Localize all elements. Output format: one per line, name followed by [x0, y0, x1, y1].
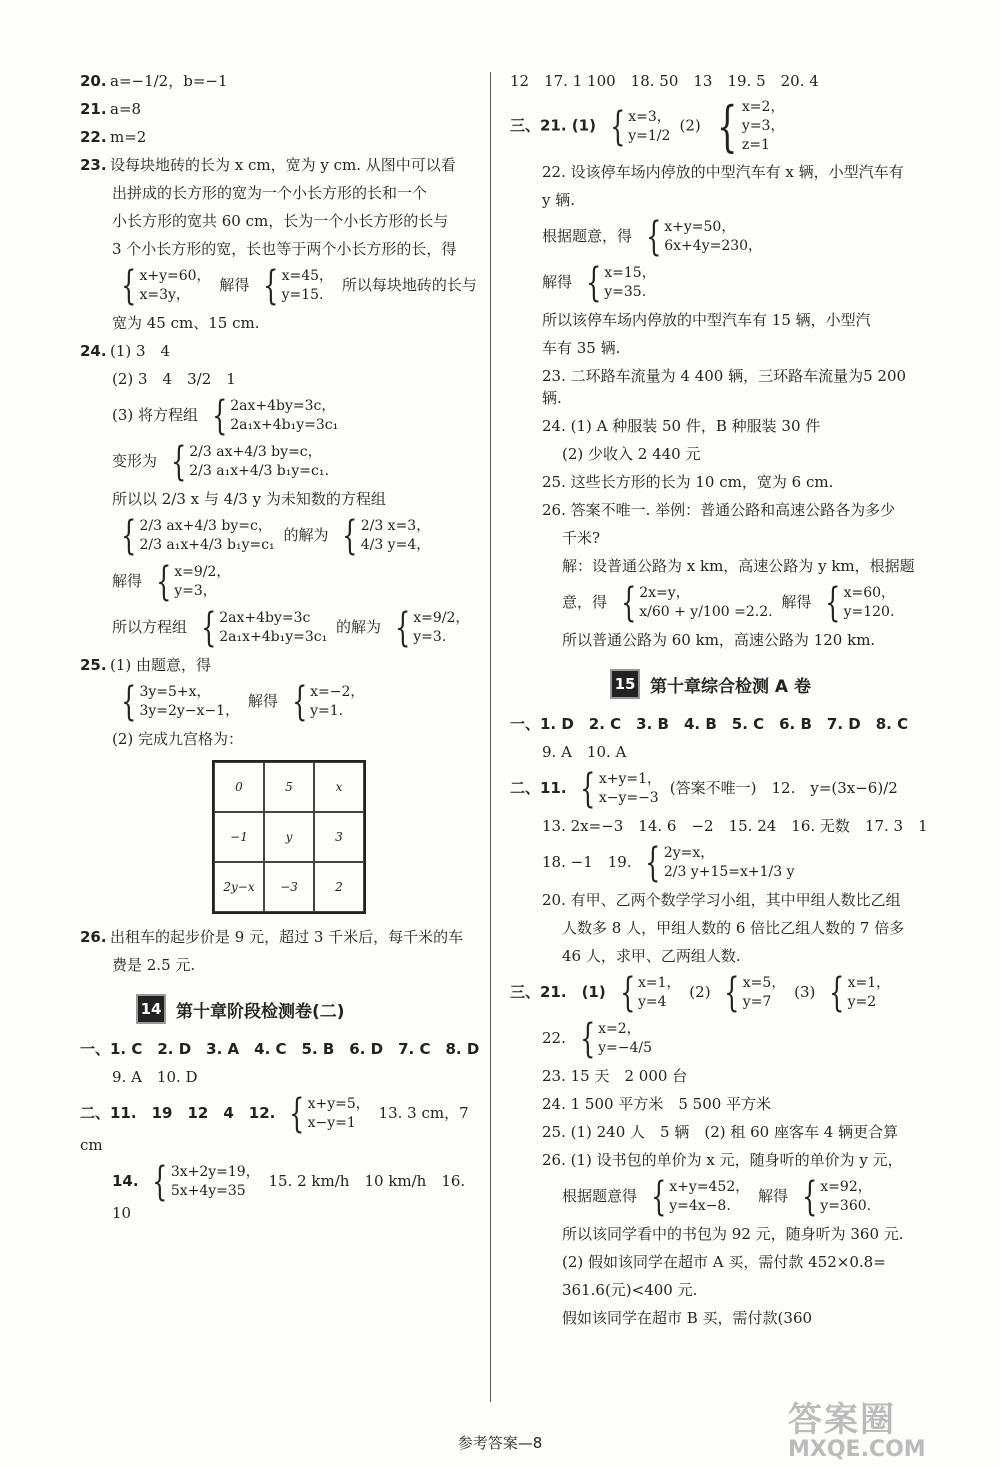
equation-system: { x=9/2， y=3. — [394, 605, 470, 651]
watermark-text: 答案圈 — [788, 1400, 896, 1440]
equation-system: { x=92， y=360. — [801, 1174, 872, 1220]
equation-system: { x+y=60， x=3y， — [121, 263, 211, 309]
answer-24-3: (3) 将方程组 { 2ax+4by=3c， 2a₁x+4b₁y=3c₁ — [112, 393, 339, 439]
answer-23-line3: 小长方形的宽共 60 cm，长为一个小长方形的长与 — [112, 212, 449, 230]
equation-system: { 2x=y， x/60 + y/100 =2.2. — [620, 580, 773, 626]
r-21: 三、21. (1) { x=3， y=1/2 (2) { x=2， y=3， z=1 — [510, 94, 785, 158]
s15-22: 22. { x=2， y=−4/5 — [542, 1016, 652, 1062]
grid-cell: x — [314, 762, 364, 812]
answer-23-line4: 3 个小长方形的宽，长也等于两个小长方形的长，得 — [112, 240, 457, 258]
equation-system: { 2/3 ax+4/3 by=c， 2/3 a₁x+4/3 b₁y=c₁. — [170, 439, 329, 485]
grid-cell: y — [264, 812, 314, 862]
answer-24-so: 所以以 2/3 x 与 4/3 y 为未知数的方程组 — [112, 490, 386, 508]
s15-26d: 所以该同学看中的书包为 92 元，随身听为 360 元. — [562, 1225, 904, 1243]
s14-part2: 二、11. 19 12 4 12. { x+y=5， x−y=1 13. 3 cm，7 cm — [80, 1091, 469, 1154]
r-26f: 所以普通公路为 60 km，高速公路为 120 km. — [562, 631, 876, 649]
r-22c: 根据题意，得 { x+y=50， 6x+4y=230， — [542, 214, 763, 260]
equation-system: { x+y=50， 6x+4y=230， — [645, 214, 763, 260]
answer-23-line1: 23. 设每块地砖的长为 x cm，宽为 y cm. 从图中可以看 — [80, 156, 456, 174]
answer-26-a: 26. 出租车的起步价是 9 元，超过 3 千米后，每千米的车 — [80, 928, 464, 946]
grid-cell: 5 — [264, 762, 314, 812]
r-23: 23. 二环路车流量为 4 400 辆，三环路车流量为5 200 辆. — [542, 367, 907, 407]
equation-system: { 2ax+4by=3c 2a₁x+4b₁y=3c₁ — [200, 605, 328, 651]
grid-cell: 3 — [314, 812, 364, 862]
answer-24-solved: 解得 { x=9/2， y=3， — [112, 559, 231, 605]
equation-system: { x=1， y=2 — [829, 970, 891, 1016]
section-badge: 15 — [610, 669, 640, 699]
s14-part1-a: 一、1. C 2. D 3. A 4. C 5. B 6. D 7. C 8. D — [80, 1040, 480, 1058]
s15-20b: 人数多 8 人，甲组人数的 6 倍比乙组人数的 7 倍多 — [562, 919, 905, 937]
r-25: 25. 这些长方形的长为 10 cm，宽为 6 cm. — [542, 473, 834, 491]
s15-11: 二、11. { x+y=1， x−y=−3 (答案不唯一) 12. y=(3x−6)/2 — [510, 766, 898, 812]
watermark-url: MXQE.COM — [788, 1437, 926, 1462]
section-title: 第十章综合检测 A 卷 — [650, 676, 811, 697]
r-top: 12 17. 1 100 18. 50 13 19. 5 20. 4 — [510, 72, 819, 90]
equation-system: { x+y=1， x−y=−3 — [580, 766, 661, 812]
equation-system: { x=9/2， y=3， — [155, 559, 231, 605]
equation-system: { x+y=452， y=4x−8. — [650, 1174, 750, 1220]
grid-cell: −3 — [264, 862, 314, 912]
equation-system: { x=5， y=7 — [724, 970, 786, 1016]
r-24a: 24. (1) A 种服装 50 件，B 种服装 30 件 — [542, 417, 821, 435]
equation-system: { 2/3 x=3， 4/3 y=4， — [342, 513, 431, 559]
equation-system: { x=45， y=15. — [263, 263, 334, 309]
equation-system: { x+y=5， x−y=1 — [289, 1091, 370, 1137]
s15-part1-a: 一、1. D 2. C 3. B 4. B 5. C 6. B 7. D 8. C — [510, 715, 909, 733]
answer-26-b: 费是 2.5 元. — [112, 956, 196, 974]
answer-23-systems: { x+y=60， x=3y， 解得 { x=45， y=15. 所以每块地砖的长与 — [80, 266, 480, 306]
s15-20a: 20. 有甲、乙两个数学学习小组，其中甲组人数比乙组 — [542, 891, 901, 909]
answer-24-transform: 变形为 { 2/3 ax+4/3 by=c， 2/3 a₁x+4/3 b₁y=c₁. — [112, 439, 329, 485]
equation-system: { x=−2， y=1. — [291, 679, 365, 725]
answer-20: 20. a=−1/2，b=−1 — [80, 72, 228, 90]
s15-26b: 根据题意得 { x+y=452， y=4x−8. 解得 { x=92， y=360. — [562, 1174, 872, 1220]
s15-24: 24. 1 500 平方米 5 500 平方米 — [542, 1095, 772, 1113]
s14-part1-b: 9. A 10. D — [112, 1068, 198, 1086]
s15-26e: (2) 假如该同学在超市 A 买，需付款 452×0.8= — [562, 1253, 886, 1271]
s15-26g: 假如该同学在超市 B 买，需付款(360 — [562, 1309, 813, 1327]
r-26c: 解：设普通公路为 x km，高速公路为 y km，根据题 — [562, 557, 915, 575]
equation-system: { 2ax+4by=3c， 2a₁x+4b₁y=3c₁ — [211, 393, 339, 439]
column-divider — [490, 72, 491, 1402]
r-22d: 解得 { x=15， y=35. — [542, 260, 656, 306]
page-footer: 参考答案—8 — [457, 1434, 543, 1452]
r-26b: 千米? — [562, 529, 601, 547]
watermark-logo — [788, 1392, 988, 1462]
s15-23: 23. 15 天 2 000 台 — [542, 1067, 688, 1085]
grid-cell: 2y−x — [214, 862, 264, 912]
answer-24-final: 所以方程组 { 2ax+4by=3c 2a₁x+4b₁y=3c₁ 的解为 { x=9/2， y=3. — [112, 605, 470, 651]
r-22a: 22. 设该停车场内停放的中型汽车有 x 辆，小型汽车有 — [542, 163, 904, 181]
s15-13: 13. 2x=−3 14. 6 −2 15. 24 16. 无数 17. 3 1 — [542, 817, 928, 835]
answer-25-systems: { 3y=5+x， 3y=2y−x−1， 解得 { x=−2， y=1. — [80, 682, 480, 722]
s15-part1-b: 9. A 10. A — [542, 743, 627, 761]
answer-22: 22. m=2 — [80, 128, 147, 146]
s15-21: 三、21. (1) { x=1， y=4 (2) { x=5， y=7 (3) { x=1， y=2 — [510, 970, 891, 1016]
equation-system: { 3y=5+x， 3y=2y−x−1， — [121, 679, 240, 725]
equation-system: { x=3， y=1/2 — [609, 103, 671, 150]
equation-system: { x=2， y=3， z=1 — [716, 94, 785, 158]
grid-cell: 2 — [314, 862, 364, 912]
grid-cell: 0 — [214, 762, 264, 812]
section-14-heading — [136, 994, 480, 1024]
equation-system: { x=60， y=120. — [825, 580, 896, 626]
s15-26a: 26. (1) 设书包的单价为 x 元，随身听的单价为 y 元， — [542, 1151, 903, 1169]
answer-21: 21. a=8 — [80, 100, 142, 118]
right-column — [510, 70, 930, 1335]
section-title: 第十章阶段检测卷(二) — [176, 1001, 345, 1022]
s14-part2-b: 14. { 3x+2y=19， 5x+4y=35 15. 2 km/h 10 km/h 16. 10 — [112, 1159, 466, 1222]
answer-23-end: 宽为 45 cm、15 cm. — [112, 314, 260, 332]
magic-square-grid — [212, 760, 366, 914]
equation-system: { x=15， y=35. — [585, 260, 656, 306]
s15-25: 25. (1) 240 人 5 辆 (2) 租 60 座客车 4 辆更合算 — [542, 1123, 899, 1141]
r-22e: 所以该停车场内停放的中型汽车有 15 辆，小型汽 — [542, 311, 871, 329]
r-26d: 意，得 { 2x=y， x/60 + y/100 =2.2. 解得 { x=60， y=120. — [562, 580, 896, 626]
equation-system: { 3x+2y=19， 5x+4y=35 — [152, 1159, 260, 1205]
equation-system: { 2y=x， 2/3 y+15=x+1/3 y — [645, 840, 795, 886]
section-15-heading — [610, 669, 930, 699]
r-22f: 车有 35 辆. — [542, 339, 621, 357]
grid-cell: −1 — [214, 812, 264, 862]
equation-system: { x=1， y=4 — [619, 970, 681, 1016]
answer-23-line2: 出拼成的长方形的宽为一个小长方形的长和一个 — [112, 184, 428, 202]
s15-18: 18. −1 19. { 2y=x， 2/3 y+15=x+1/3 y — [542, 840, 795, 886]
equation-system: { x=2， y=−4/5 — [579, 1016, 652, 1062]
r-24b: (2) 少收入 2 440 元 — [562, 445, 701, 463]
answer-24-1: 24. (1) 3 4 — [80, 342, 171, 360]
s15-20c: 46 人，求甲、乙两组人数. — [562, 947, 741, 965]
r-22b: y 辆. — [542, 191, 576, 209]
equation-system: { 2/3 ax+4/3 by=c， 2/3 a₁x+4/3 b₁y=c₁ — [121, 513, 275, 559]
answer-24-solution: { 2/3 ax+4/3 by=c， 2/3 a₁x+4/3 b₁y=c₁ 的解为 { 2/3 x=3， 4/3 y=4， — [80, 516, 480, 556]
answer-25-1: 25. (1) 由题意，得 — [80, 656, 212, 674]
left-column — [80, 70, 480, 1230]
section-badge: 14 — [136, 994, 166, 1024]
r-26a: 26. 答案不唯一. 举例：普通公路和高速公路各为多少 — [542, 501, 896, 519]
s15-26f: 361.6(元)<400 元. — [562, 1281, 698, 1299]
answer-24-2: (2) 3 4 3/2 1 — [112, 370, 236, 388]
answer-25-2: (2) 完成九宫格为： — [112, 730, 244, 748]
